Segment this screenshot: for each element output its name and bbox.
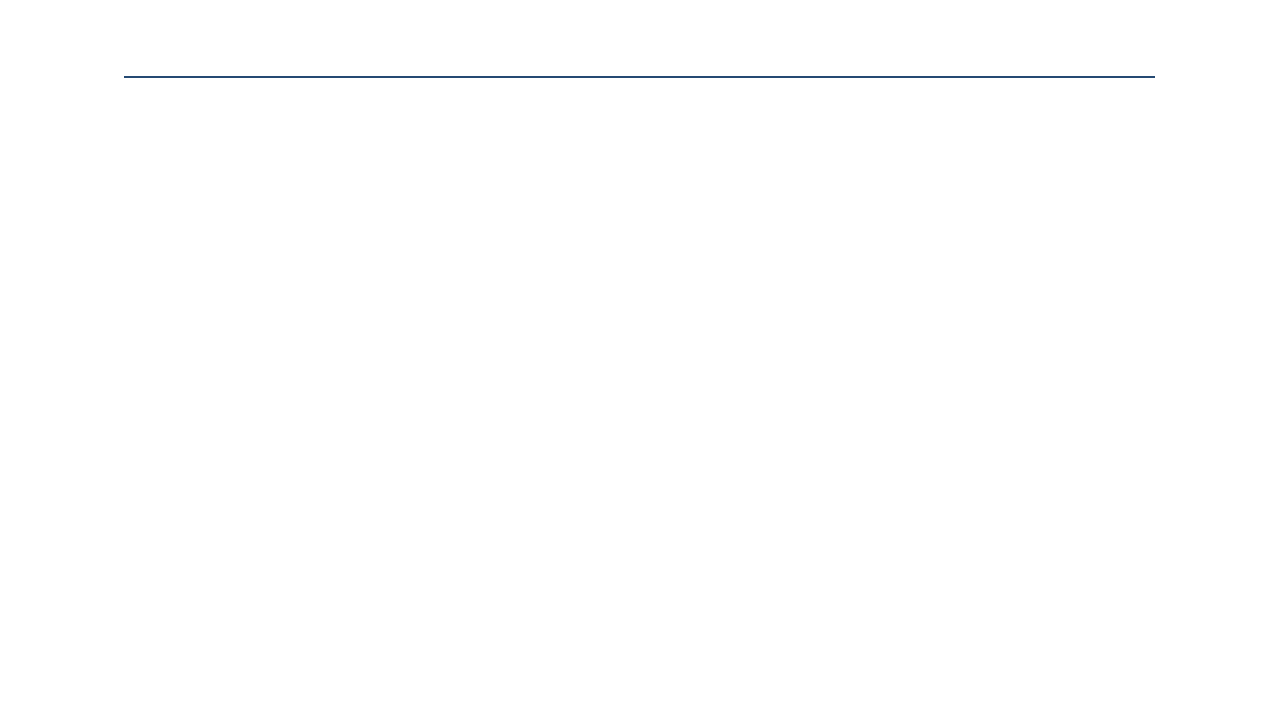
table-header-row [124, 42, 1155, 78]
table-body [124, 78, 1155, 697]
